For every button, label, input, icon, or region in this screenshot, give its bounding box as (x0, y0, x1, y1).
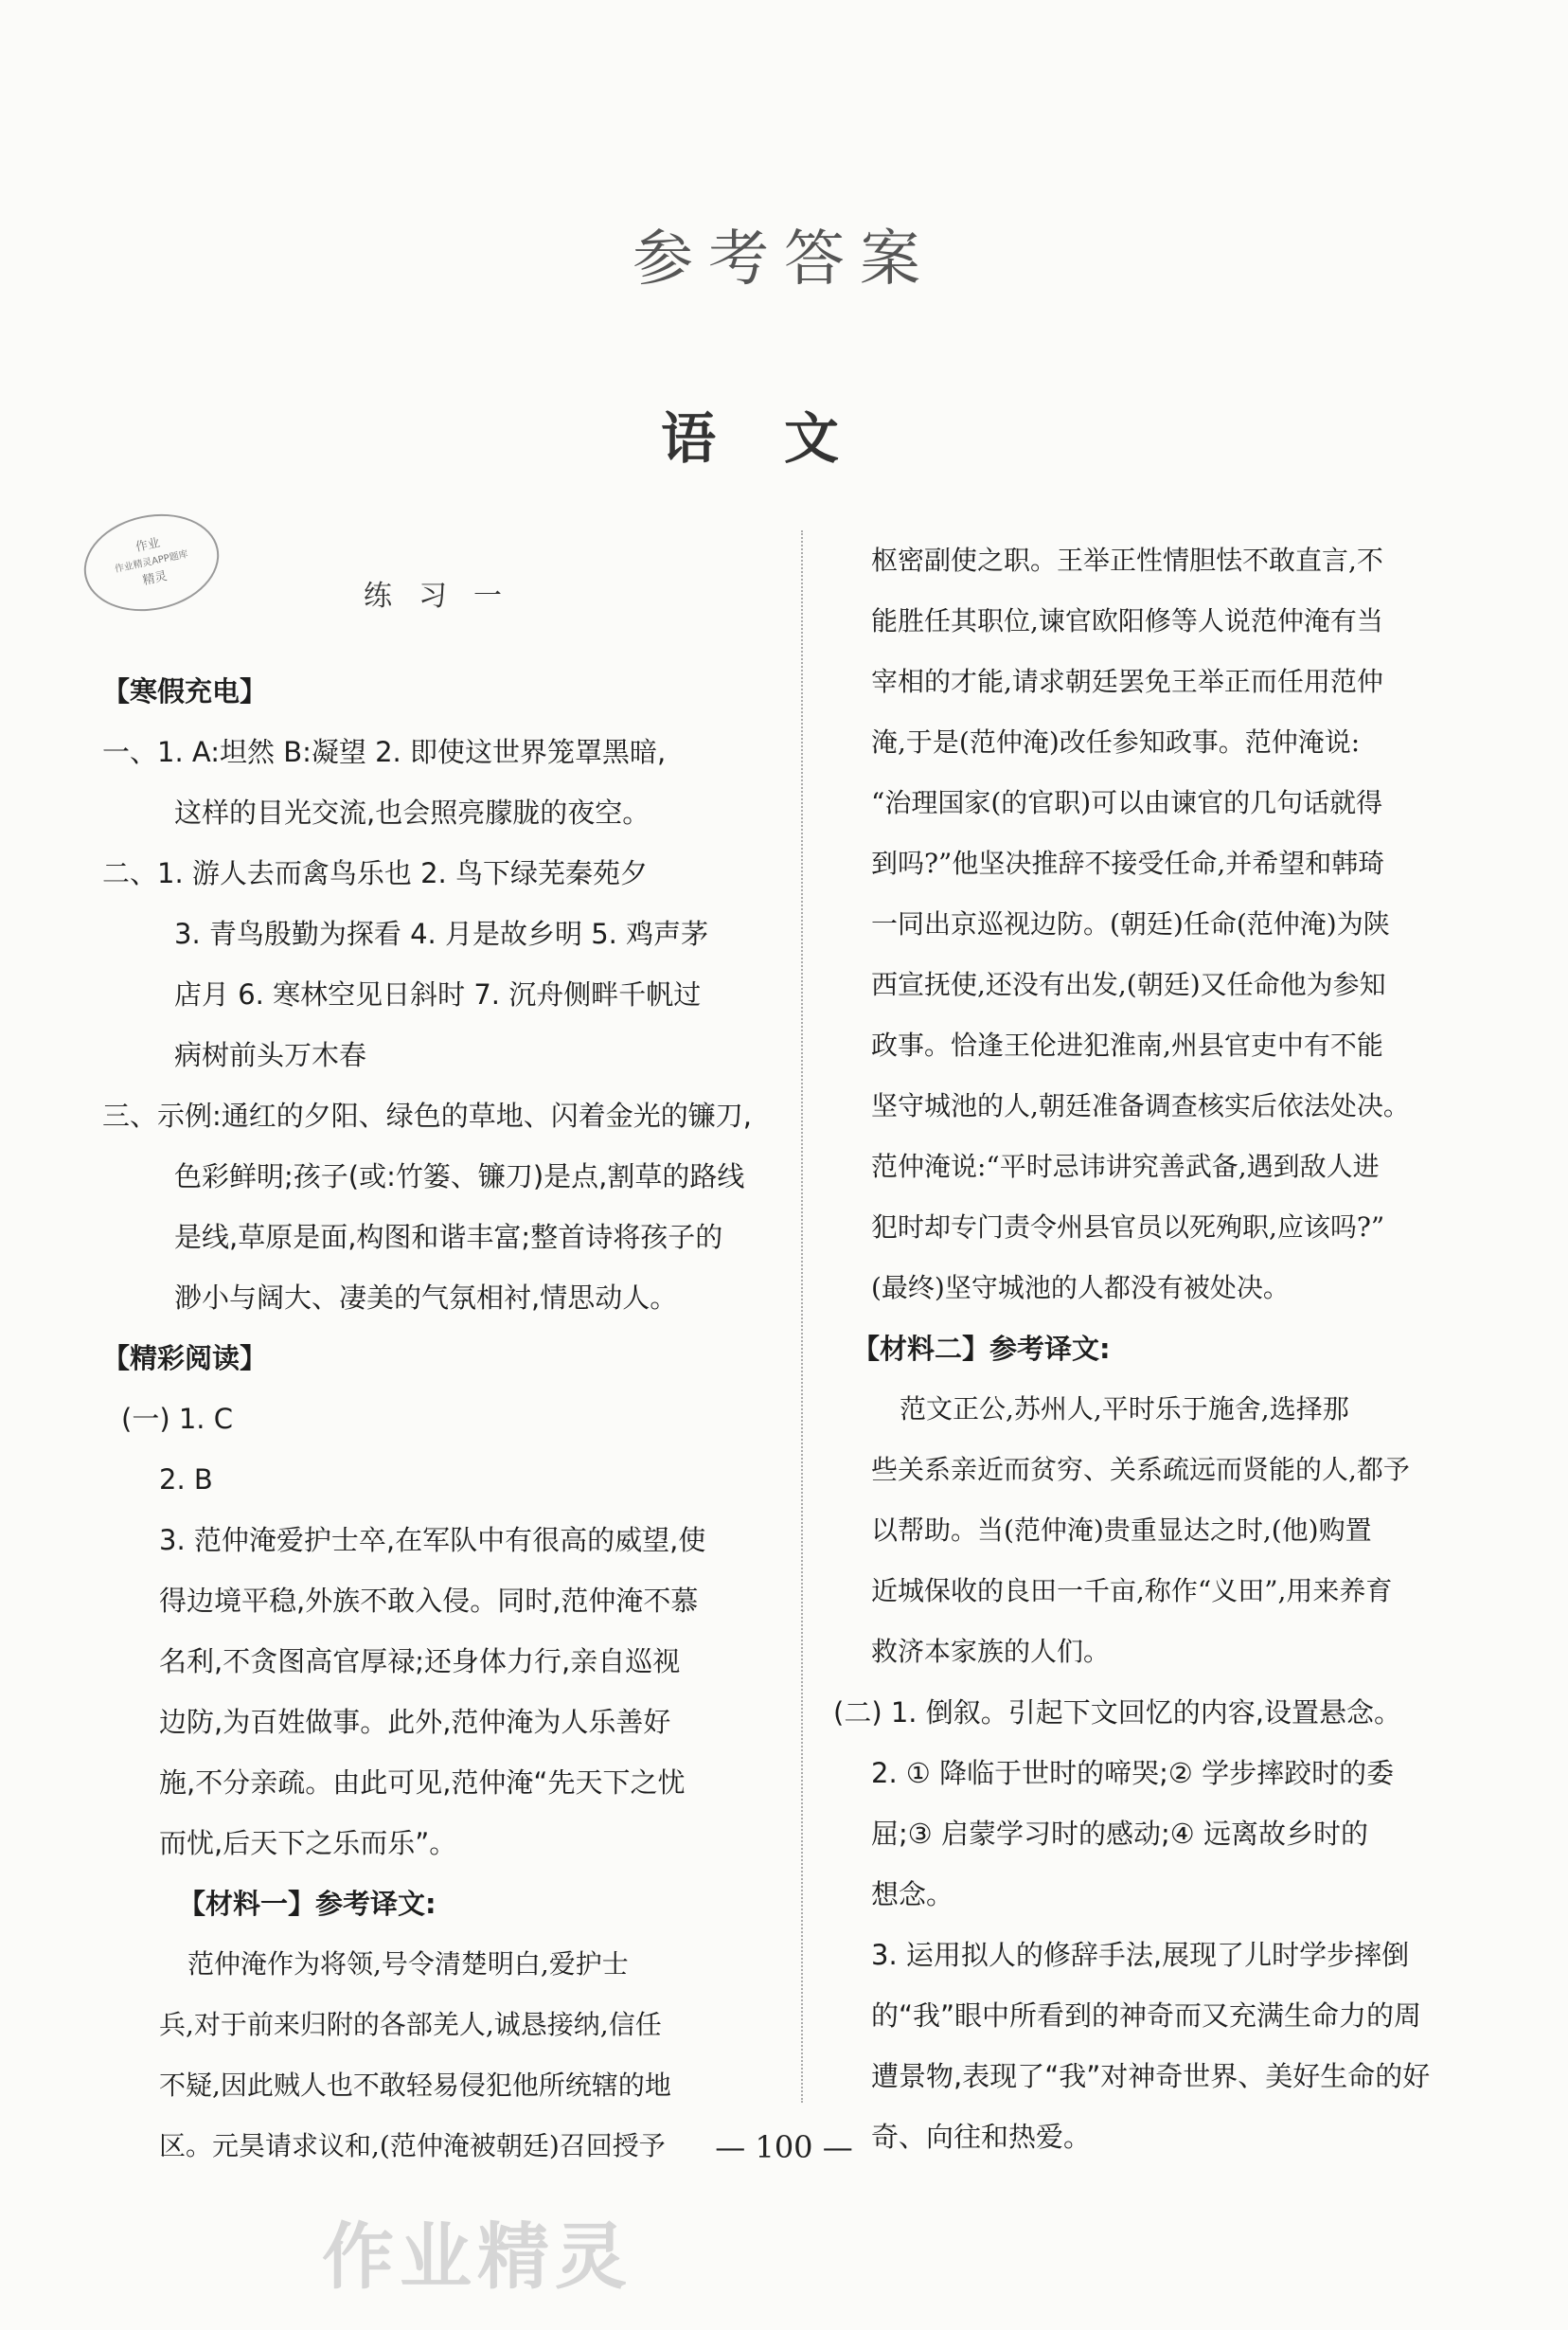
exercise-title: 练习一 (364, 580, 528, 613)
answer-line: 一、1. A:坦然 B:凝望 2. 即使这世界笼罩黑暗, (102, 736, 667, 768)
answer-line: 这样的目光交流,也会照亮朦胧的夜空。 (174, 797, 650, 829)
stamp-line: 作业 (134, 535, 162, 555)
translation-line: 一同出京巡视边防。(朝廷)任命(范仲淹)为陕 (871, 908, 1390, 940)
answer-line: 屈;③ 启蒙学习时的感动;④ 远离故乡时的 (871, 1818, 1368, 1850)
answer-line: 3. 运用拟人的修辞手法,展现了儿时学步摔倒 (871, 1939, 1410, 1971)
answer-line: (二) 1. 倒叙。引起下文回忆的内容,设置悬念。 (833, 1696, 1401, 1729)
section-heading: 【材料二】参考译文: (852, 1333, 1111, 1365)
translation-line: (最终)坚守城池的人都没有被处决。 (871, 1272, 1290, 1303)
answer-line: 想念。 (871, 1878, 954, 1910)
translation-line: 政事。恰逢王伦进犯淮南,州县官吏中有不能 (871, 1030, 1383, 1061)
answer-line: 色彩鲜明;孩子(或:竹篓、镰刀)是点,割草的路线 (174, 1160, 745, 1192)
translation-line: 范仲淹说:“平时忌讳讲究善武备,遇到敌人进 (871, 1151, 1380, 1182)
answer-line: 而忧,后天下之乐而乐”。 (159, 1827, 457, 1859)
translation-line: 坚守城池的人,朝廷准备调查核实后依法处决。 (871, 1090, 1410, 1121)
translation-line: 不疑,因此贼人也不敢轻易侵犯他所统辖的地 (159, 2070, 671, 2101)
answer-line: 是线,草原是面,构图和谐丰富;整首诗将孩子的 (174, 1221, 723, 1253)
answer-line: 渺小与阔大、凄美的气氛相衬,情思动人。 (174, 1282, 678, 1314)
answer-line: 奇、向往和热爱。 (871, 2121, 1092, 2153)
answer-line: 得边境平稳,外族不敢入侵。同时,范仲淹不慕 (159, 1585, 699, 1617)
answer-line: 2. B (159, 1463, 213, 1496)
answer-line: 遭景物,表现了“我”对神奇世界、美好生命的好 (871, 2060, 1431, 2092)
page-title: 参考答案 (633, 224, 935, 295)
section-heading: 【寒假充电】 (102, 675, 268, 708)
stamp-line: 精灵 (141, 569, 169, 589)
translation-line: 能胜任其职位,谏官欧阳修等人说范仲淹有当 (871, 605, 1383, 636)
translation-line: 救济本家族的人们。 (871, 1636, 1111, 1667)
answer-line: 店月 6. 寒林空见日斜时 7. 沉舟侧畔千帆过 (174, 978, 702, 1011)
section-heading: 【材料一】参考译文: (178, 1888, 437, 1920)
answer-line: 3. 青鸟殷勤为探看 4. 月是故乡明 5. 鸡声茅 (174, 918, 709, 950)
left-column (102, 553, 784, 2177)
translation-line: 枢密副使之职。王举正性情胆怯不敢直言,不 (871, 545, 1383, 576)
answer-line: 的“我”眼中所看到的神奇而又充满生命力的周 (871, 1999, 1422, 2032)
answer-line: 三、示例:通红的夕阳、绿色的草地、闪着金光的镰刀, (102, 1100, 752, 1132)
answer-line: 边防,为百姓做事。此外,范仲淹为人乐善好 (159, 1706, 671, 1738)
translation-line: 些关系亲近而贫穷、关系疏远而贤能的人,都予 (871, 1454, 1410, 1485)
translation-line: 淹,于是(范仲淹)改任参知政事。范仲淹说: (871, 726, 1361, 758)
answer-line: 2. ① 降临于世时的啼哭;② 学步摔跤时的委 (871, 1757, 1395, 1789)
answer-line: 施,不分亲疏。由此可见,范仲淹“先天下之忧 (159, 1766, 686, 1799)
translation-line: 以帮助。当(范仲淹)贵重显达之时,(他)购置 (871, 1514, 1372, 1546)
right-column (833, 530, 1487, 2167)
subject-heading: 语文 (660, 406, 907, 471)
translation-line: 犯时却专门责令州县官员以死殉职,应该吗?” (871, 1211, 1385, 1243)
translation-line: 范文正公,苏州人,平时乐于施舍,选择那 (900, 1393, 1349, 1425)
translation-line: “治理国家(的官职)可以由谏官的几句话就得 (871, 787, 1383, 818)
column-divider (801, 530, 803, 2103)
translation-line: 宰相的才能,请求朝廷罢免王举正而任用范仲 (871, 666, 1383, 697)
translation-line: 到吗?”他坚决推辞不接受任命,并希望和韩琦 (871, 848, 1385, 879)
section-heading: 【精彩阅读】 (102, 1342, 268, 1374)
translation-line: 兵,对于前来归附的各部羌人,诚恳接纳,信任 (159, 2009, 662, 2040)
translation-line: 西宣抚使,还没有出发,(朝廷)又任命他为参知 (871, 969, 1386, 1000)
translation-line: 范仲淹作为将领,号令清楚明白,爱护士 (187, 1948, 629, 1980)
translation-line: 区。元昊请求议和,(范仲淹被朝廷)召回授予 (159, 2130, 666, 2161)
answer-line: 二、1. 游人去而禽鸟乐也 2. 鸟下绿芜秦苑夕 (102, 857, 648, 889)
answer-line: 3. 范仲淹爱护士卒,在军队中有很高的威望,使 (159, 1524, 706, 1556)
stamp-line: 作业精灵APP题库 (114, 548, 189, 576)
translation-line: 近城保收的良田一千亩,称作“义田”,用来养育 (871, 1575, 1393, 1606)
answer-line: (一) 1. C (121, 1403, 233, 1435)
answer-line: 病树前头万木春 (174, 1039, 367, 1071)
page-number: — 100 — (715, 2129, 853, 2165)
watermark: 作业精灵 (322, 2214, 633, 2299)
answer-line: 名利,不贪图高官厚禄;还身体力行,亲自巡视 (159, 1645, 681, 1677)
